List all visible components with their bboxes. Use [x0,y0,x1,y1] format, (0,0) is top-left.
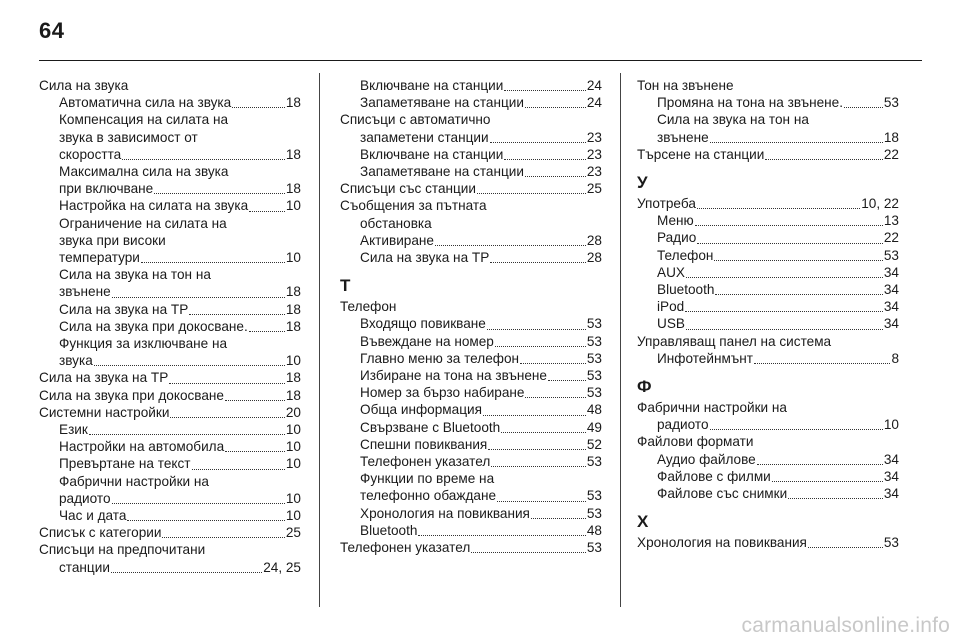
dot-leader [844,107,883,108]
index-entry-label: Списъци със станции [340,181,476,197]
index-entry[interactable] [340,333,602,350]
index-page-ref: 10 [285,353,301,369]
index-column-2 [340,77,602,556]
index-entry[interactable] [39,369,301,386]
index-entry-label: Обща информация [360,402,482,418]
index-entry[interactable] [340,146,602,163]
index-page-ref: 48 [586,402,602,418]
index-page-ref: 10 [285,439,301,455]
index-entry-text: Компенсация на силата на [59,112,229,128]
index-page-ref: 52 [586,436,602,452]
index-entry-text: Тон на звънене [637,78,734,93]
index-page-ref: 24 [586,78,602,93]
index-entry-label: звънене [59,284,111,300]
dot-leader [249,211,285,212]
dot-leader [225,400,285,401]
index-entry[interactable] [340,453,602,470]
index-entry-label: Час и дата [59,508,127,524]
index-page-ref: 53 [586,385,602,401]
index-entry[interactable] [39,301,301,318]
dot-leader [112,297,285,298]
dot-leader [249,331,285,332]
index-entry-text: звука при високи [59,232,166,248]
dot-leader [525,397,585,398]
dot-leader [695,225,883,226]
index-entry-label: Bluetooth [360,522,418,538]
index-entry-label: AUX [657,264,685,280]
index-entry-text: Фабрични настройки на [59,473,209,489]
index-page-ref: 53 [883,95,899,111]
dot-leader [710,429,883,430]
index-page-ref: 25 [285,525,301,541]
index-page-ref: 53 [586,488,602,504]
index-entry-text: Управляващ панел на система [637,333,832,349]
dot-leader [714,260,882,261]
index-entry[interactable] [637,416,899,433]
index-page-ref: 53 [586,316,602,332]
index-page-ref: 28 [586,250,602,266]
dot-leader [525,107,586,108]
index-entry-label: Промяна на тона на звънене. [657,95,844,111]
index-entry[interactable] [340,180,602,197]
index-entry[interactable] [39,146,301,163]
index-page-ref: 18 [285,181,301,197]
dot-leader [765,159,883,160]
index-entry[interactable] [340,129,602,146]
index-entry-label: Активиране [360,232,434,248]
index-page-ref: 34 [883,451,899,467]
index-page-ref: 18 [285,146,301,162]
index-entry[interactable] [340,163,602,180]
index-page-ref: 34 [883,299,899,315]
index-entry-label: при включване [59,181,154,197]
index-entry-label: радиото [657,417,709,433]
index-entry-text: звука в зависимост от [59,129,198,145]
dot-leader [697,208,860,209]
index-entry-label: iPod [657,299,685,315]
index-entry[interactable] [637,451,899,468]
index-entry-label: Сила на звука на TP [360,250,490,266]
index-page-ref: 24 [586,95,602,111]
index-page-ref: 18 [285,387,301,403]
index-entry-text: Списъци на предпочитани [39,542,206,558]
index-entry[interactable] [340,505,602,522]
index-entry[interactable] [340,539,602,556]
dot-leader [685,311,883,312]
index-entry[interactable] [39,249,301,266]
dot-leader [169,383,285,384]
index-page-ref: 23 [586,129,602,145]
index-entry-label: Автоматична сила на звука [59,95,232,111]
index-letter-heading: Х [637,512,649,532]
index-column-3 [637,77,899,551]
dot-leader [525,176,586,177]
index-entry-label: Език [59,422,88,438]
index-entry[interactable] [39,318,301,335]
dot-leader [483,415,586,416]
index-entry[interactable] [39,283,301,300]
index-entry[interactable] [637,229,899,246]
index-entry-text: Функция за изключване на [59,336,228,352]
index-entry[interactable] [637,146,899,163]
index-entry-label: Сила на звука на TP [59,301,189,317]
dot-leader [189,314,285,315]
index-page-ref: 18 [285,95,301,111]
index-page-ref: 23 [586,164,602,180]
index-letter-heading: У [637,173,648,193]
index-entry[interactable] [39,455,301,472]
dot-leader [487,329,586,330]
index-letter-heading: Т [340,276,351,296]
index-page-ref: 10 [285,250,301,266]
index-page-ref: 18 [285,301,301,317]
index-entry[interactable] [340,232,602,249]
dot-leader [435,245,586,246]
dot-leader [757,464,883,465]
index-entry[interactable] [637,94,899,111]
index-entry-text: Сила на звука [39,78,129,93]
index-entry-label: Спешни повиквания [360,436,488,452]
dot-leader [488,449,586,450]
index-entry-text: Списъци с автоматично [340,112,491,128]
dot-leader [490,142,586,143]
dot-leader [710,142,883,143]
dot-leader [141,262,285,263]
dot-leader [531,518,586,519]
index-entry-label: станции [59,559,110,575]
index-entry[interactable] [340,249,602,266]
index-entry[interactable] [340,315,602,332]
index-page-ref: 25 [586,181,602,197]
index-entry[interactable] [39,507,301,524]
index-entry-label: Свързване с Bluetooth [360,419,501,435]
index-page-ref: 53 [586,333,602,349]
watermark: carmanualsonline.info [741,614,950,637]
dot-leader [715,294,882,295]
dot-leader [754,363,890,364]
column-divider [620,73,621,607]
index-page-ref: 13 [883,213,899,229]
index-page-ref: 53 [883,247,899,263]
index-entry-text: Съобщения за пътната [340,198,487,214]
index-entry-label: Хронология на повиквания [360,505,530,521]
dot-leader [170,417,284,418]
index-page-ref: 53 [586,350,602,366]
index-entry[interactable] [39,438,301,455]
index-page-ref: 18 [285,370,301,386]
index-page-ref: 18 [285,318,301,334]
index-entry-label: Инфотейнмънт [657,350,754,366]
index-page-ref: 10 [285,508,301,524]
dot-leader [808,547,883,548]
index-entry-label: Включване на станции [360,146,504,162]
index-entry-label: Настройки на автомобила [59,439,225,455]
dot-leader [89,434,285,435]
index-entry-label: Хронология на повиквания [637,535,807,551]
index-entry[interactable] [39,180,301,197]
index-page-ref: 34 [883,486,899,502]
index-page-ref: 34 [883,282,899,298]
dot-leader [548,380,586,381]
index-page-ref: 49 [586,419,602,435]
index-entry[interactable] [39,421,301,438]
dot-leader [477,193,586,194]
dot-leader [504,90,586,91]
dot-leader [501,432,586,433]
index-page-ref: 34 [883,468,899,484]
index-entry[interactable] [340,384,602,401]
index-entry-label: Сила на звука при докосване. [59,318,248,334]
index-entry-label: Превъртане на текст [59,456,191,472]
index-entry[interactable] [637,264,899,281]
index-entry-label: звънене [657,129,709,145]
index-entry[interactable] [637,534,899,551]
index-entry[interactable] [637,315,899,332]
index-entry-label: Bluetooth [657,282,715,298]
index-entry-label: звука [59,353,93,369]
index-entry[interactable] [340,77,602,94]
index-entry-label: Меню [657,213,694,229]
dot-leader [418,535,585,536]
index-entry-label: Телефон [657,247,714,263]
index-entry[interactable] [637,129,899,146]
index-page-ref: 8 [891,350,899,366]
index-column-1 [39,77,301,576]
index-entry-label: Телефонен указател [360,454,491,470]
index-entry[interactable] [340,522,602,539]
index-entry[interactable] [637,281,899,298]
dot-leader [490,262,586,263]
dot-leader [232,107,285,108]
index-entry-label: Запаметяване на станции [360,95,524,111]
index-page-ref: 10, 22 [861,196,899,212]
index-entry-label: радиото [59,490,111,506]
index-entry-label: Избиране на тона на звънене [360,368,547,384]
index-page-ref: 34 [883,316,899,332]
index-entry[interactable] [39,197,301,214]
index-entry-label: Аудио файлове [657,451,756,467]
index-entry[interactable] [637,298,899,315]
dot-leader [192,469,285,470]
index-entry[interactable] [340,94,602,111]
index-entry-label: Файлове със снимки [657,486,788,502]
index-entry[interactable] [637,212,899,229]
index-entry-label: Сила на звука при докосване [39,387,224,403]
dot-leader [520,363,586,364]
index-page-ref: 10 [285,422,301,438]
dot-leader [686,277,883,278]
index-page-ref: 34 [883,264,899,280]
dot-leader [122,159,285,160]
index-entry-text: обстановка [360,215,432,231]
index-entry-text: Функции по време на [360,471,495,487]
dot-leader [495,346,586,347]
index-page-ref: 10 [285,490,301,506]
index-page-ref: 20 [285,404,301,420]
index-entry-label: Системни настройки [39,404,170,420]
dot-leader [491,466,586,467]
index-entry-text: Файлови формати [637,434,754,450]
index-entry[interactable] [340,419,602,436]
index-entry-label: телефонно обаждане [360,488,497,504]
index-entry[interactable] [340,367,602,384]
index-entry-label: Настройка на силата на звука [59,198,249,214]
index-page-ref: 53 [586,505,602,521]
index-page-ref: 10 [883,417,899,433]
dot-leader [127,520,284,521]
index-entry[interactable] [340,487,602,504]
index-entry-label: Запаметяване на станции [360,164,524,180]
index-entry-text: Фабрични настройки на [637,400,787,416]
index-entry[interactable] [637,485,899,502]
index-page-ref: 48 [586,522,602,538]
index-entry-text: Сила на звука на тон на [59,267,211,283]
index-page-ref: 24, 25 [263,559,301,575]
index-entry[interactable] [39,559,301,576]
index-entry[interactable] [39,404,301,421]
index-page-ref: 53 [883,535,899,551]
dot-leader [788,498,883,499]
index-page-ref: 18 [285,284,301,300]
index-page-ref: 22 [883,146,899,162]
index-entry[interactable] [340,436,602,453]
index-entry-label: USB [657,316,685,332]
index-letter-heading: Ф [637,377,652,397]
index-entry-text: Ограничение на силата на [59,215,227,231]
dot-leader [111,572,262,573]
index-entry-label: запаметени станции [360,129,489,145]
index-entry-label: Списък с категории [39,525,162,541]
index-entry-label: температури [59,250,140,266]
header-rule [39,60,922,61]
index-entry[interactable] [637,468,899,485]
index-entry-label: Файлове с филми [657,468,771,484]
index-page-ref: 10 [285,456,301,472]
index-page-ref: 23 [586,146,602,162]
index-entry[interactable] [39,94,301,111]
index-entry[interactable] [39,490,301,507]
dot-leader [772,481,883,482]
index-entry-label: Радио [657,230,697,246]
index-entry-label: Употреба [637,196,696,212]
index-entry[interactable] [637,195,899,212]
index-entry[interactable] [39,387,301,404]
index-entry-label: Въвеждане на номер [360,333,494,349]
index-entry[interactable] [340,350,602,367]
index-entry[interactable] [39,352,301,369]
index-page-ref: 28 [586,232,602,248]
index-entry-label: Сила на звука на TP [39,370,169,386]
index-entry-label: Включване на станции [360,78,504,93]
dot-leader [162,537,284,538]
dot-leader [686,329,883,330]
index-entry-label: Търсене на станции [637,146,765,162]
index-entry-label: Входящо повикване [360,316,486,332]
index-page-ref: 53 [586,368,602,384]
index-page-ref: 10 [285,198,301,214]
index-entry-label: Номер за бързо набиране [360,385,525,401]
index-entry[interactable] [637,247,899,264]
index-entry-label: Главно меню за телефон [360,350,520,366]
dot-leader [471,552,586,553]
dot-leader [504,159,586,160]
index-entry-label: Телефонен указател [340,540,471,556]
dot-leader [154,193,285,194]
index-entry[interactable] [39,524,301,541]
index-entry-text: Сила на звука на тон на [657,112,809,128]
page-number: 64 [39,18,65,43]
dot-leader [94,365,285,366]
index-page-ref: 53 [586,454,602,470]
index-page-ref: 18 [883,129,899,145]
index-entry-text: Максимална сила на звука [59,164,229,180]
index-entry-label: скоростта [59,146,122,162]
index-entry[interactable] [340,401,602,418]
dot-leader [697,243,883,244]
index-page-ref: 53 [586,540,602,556]
dot-leader [225,451,285,452]
dot-leader [497,501,586,502]
index-entry-text: Телефон [340,299,397,315]
dot-leader [112,503,285,504]
index-entry[interactable] [637,350,899,367]
index-page-ref: 22 [883,230,899,246]
column-divider [319,73,320,607]
